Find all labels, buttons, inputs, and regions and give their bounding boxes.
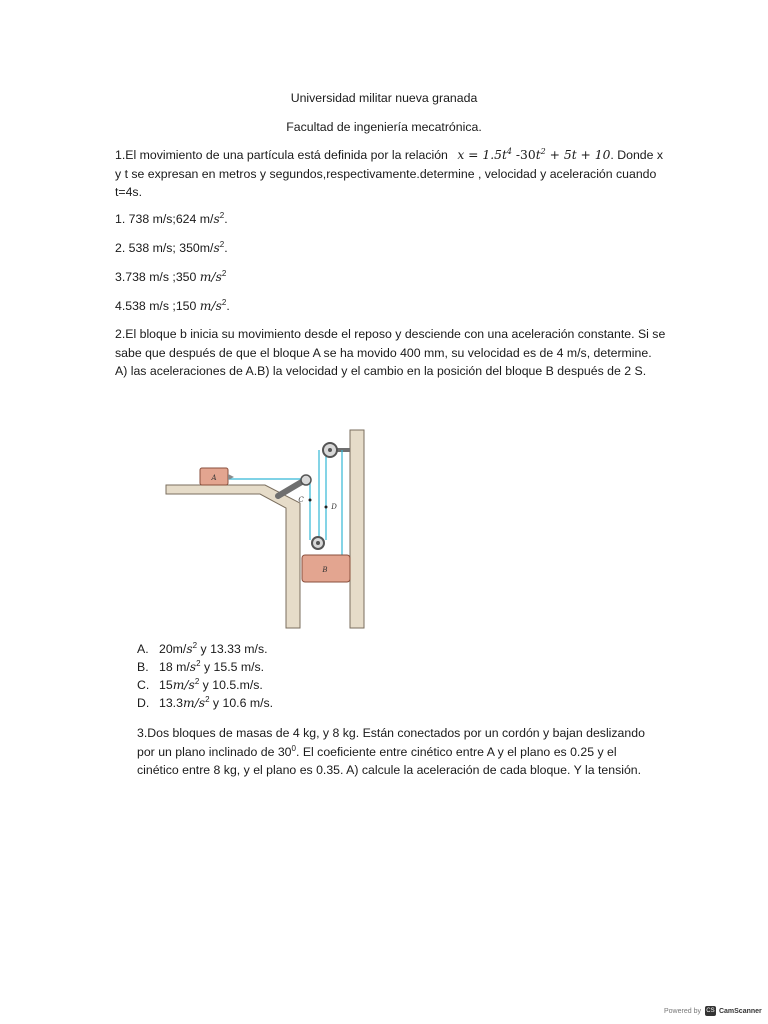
vertical-wall [350, 430, 364, 628]
q2-statement-line1: 2.El bloque b inicia su movimiento desde el reposo y desciende con una aceleración constante. Si se [115, 327, 666, 341]
q2-answer-b: B. 18 $m/s^2$ y 15.5 m/s. [137, 659, 265, 674]
label-a: A [211, 474, 217, 482]
q2-answer-a: A. $20m/s^2$ y 13.33 m/s. [137, 641, 268, 656]
q3-statement-line1: 3.Dos bloques de masas de 4 kg, y 8 kg. Están conectados por un cordón y bajan deslizando [137, 726, 645, 740]
pulley-left [301, 475, 311, 485]
q1-text-after: . Donde x [610, 148, 664, 162]
q2-answer-d: D. $13.3m/s^2$ y 10.6 m/s. [137, 695, 274, 710]
q1-statement-line3: t=4s. [115, 185, 143, 199]
camscanner-logo-icon: CS [706, 1008, 715, 1014]
faculty-title: Facultad de ingeniería mecatrónica. [286, 120, 482, 134]
label-c: C [298, 496, 304, 504]
label-d: D [331, 503, 337, 511]
q1-option-1: 1. 738 m/s;624 $m/s^2$. [115, 211, 228, 226]
pulley-system-figure [160, 428, 370, 630]
q1-text-before: 1.El movimiento de una partícula está definida por la relación [115, 148, 448, 162]
q1-option-3: 3.738 m/s ;350 $m/s^2$ [115, 269, 227, 284]
q1-option-2: 2. 538 m/s; $350m/s^2$. [115, 240, 228, 255]
q2-answer-c: C. $15m/s^2$ y 10.5.m/s. [137, 677, 263, 692]
ledge-surface [166, 485, 300, 628]
label-b: B [322, 566, 328, 574]
q1-option-4: 4.538 m/s ;150 $m/s^2$. [115, 298, 230, 313]
university-title: Universidad militar nueva granada [290, 91, 478, 105]
q3-statement-line3: cinético entre 8 kg, y el plano es 0.35. A) calcule la aceleración de cada bloque. Y la tensión. [137, 763, 642, 777]
q2-statement-line2: sabe que después de que el bloque A se ha movido 400 mm, su velocidad es de 4 m/s, determine. [115, 346, 652, 360]
q2-statement-line3: A) las aceleraciones de A.B) la velocidad y el cambio en la posición del bloque B después de 2 S. [115, 364, 647, 378]
camscanner-watermark: Powered by CS CamScanner [664, 1007, 762, 1015]
q1-statement-line2: y t se expresan en metros y segundos,respectivamente.determine , velocidad y aceleración cuando [115, 167, 657, 181]
q1-statement-line1 [115, 147, 663, 165]
q3-statement-line2: por un plano inclinado de $30^0$. El coeficiente entre cinético entre A y el plano es 0.25 y el [137, 744, 617, 759]
q1-equation: $x = 1.5t^4$ $-30t^2 + 5t + 10$ [457, 147, 611, 162]
